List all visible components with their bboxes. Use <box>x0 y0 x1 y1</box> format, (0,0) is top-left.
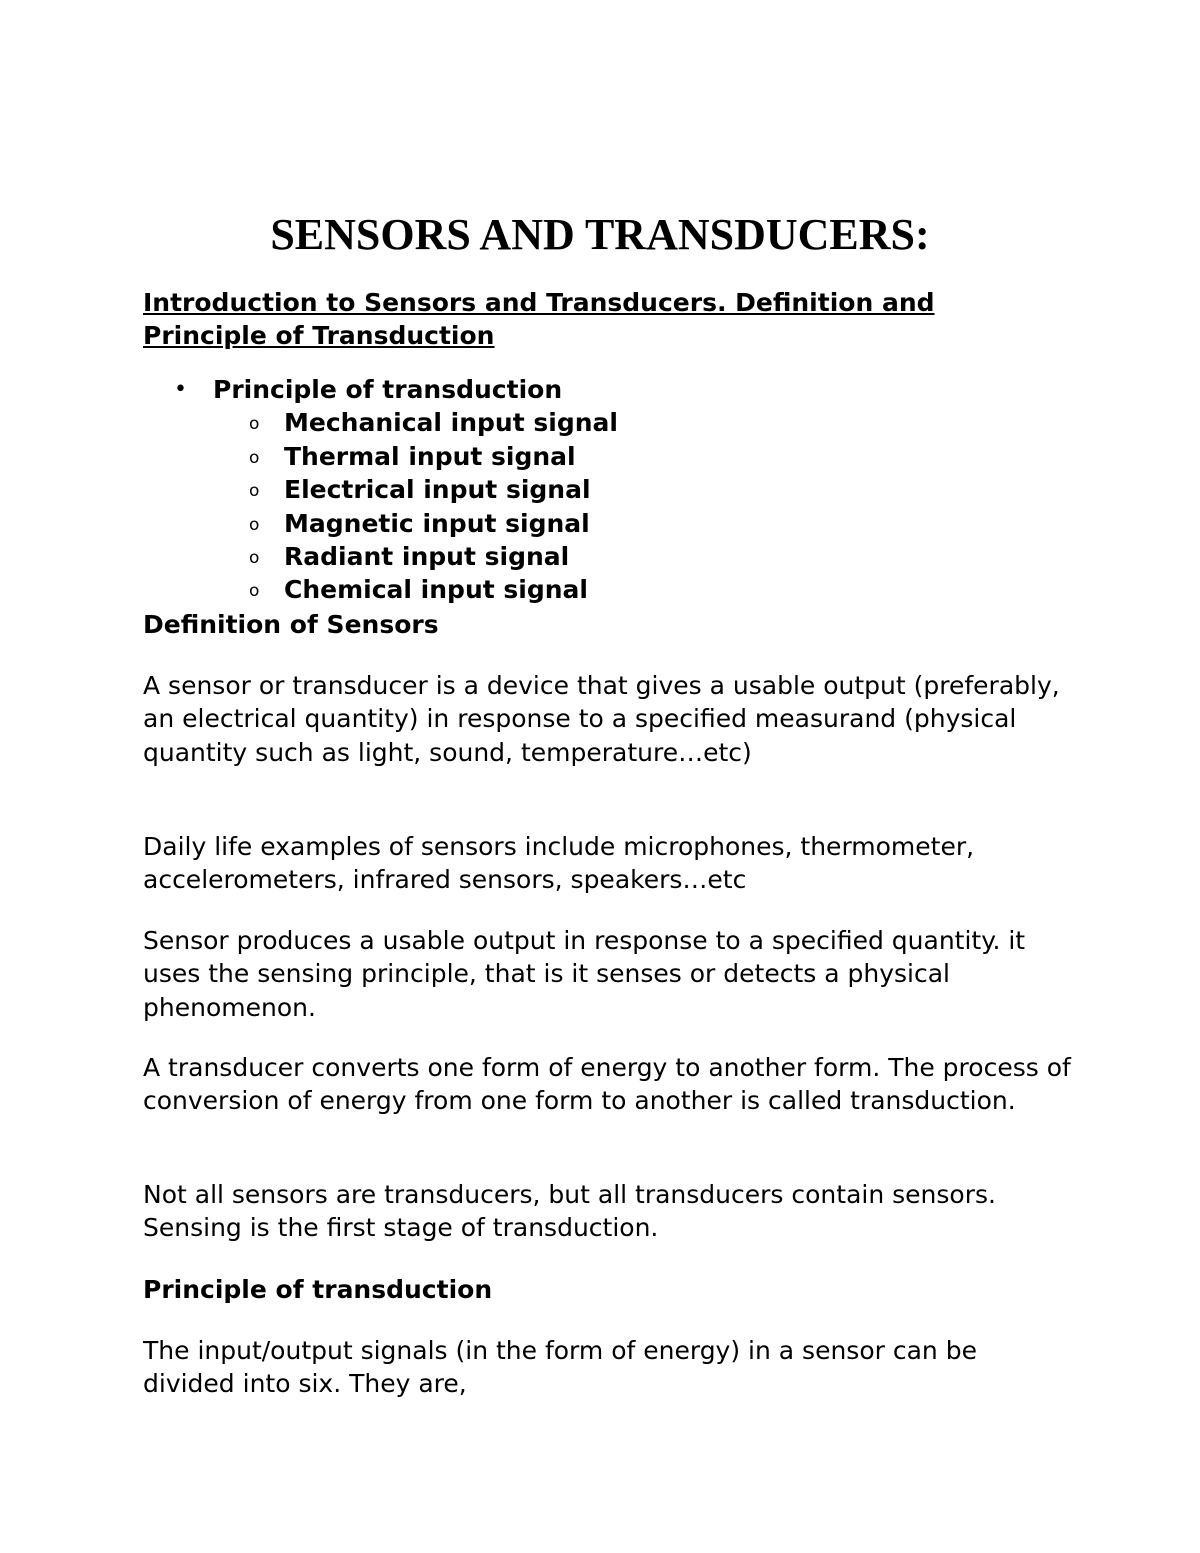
outline-subitem <box>143 406 1093 439</box>
circle-bullet-icon: o <box>249 514 260 535</box>
outline-item <box>143 373 1093 406</box>
outline-subitem-label: Radiant input signal <box>284 542 570 572</box>
paragraph: A transducer converts one form of energy to another form. The process of conversion of energy from one form to another is called transduction. <box>143 1053 1071 1116</box>
outline-subitem-label: Chemical input signal <box>284 575 588 605</box>
outline-list <box>143 373 1093 607</box>
bullet-icon: • <box>174 377 187 402</box>
definition-heading: Definition of Sensors <box>143 610 439 639</box>
outline-item-label: Principle of transduction <box>213 375 563 404</box>
circle-bullet-icon: o <box>249 581 260 602</box>
circle-bullet-icon: o <box>249 481 260 502</box>
outline-subitem <box>143 540 1093 573</box>
document-subtitle: Introduction to Sensors and Transducers. Definition and Principle of Transduction <box>143 288 935 350</box>
outline-subitem <box>143 573 1093 606</box>
outline-subitem <box>143 507 1093 540</box>
paragraph: Not all sensors are transducers, but all transducers contain sensors. Sensing is the first stage of transduction. <box>143 1180 996 1243</box>
circle-bullet-icon: o <box>249 548 260 569</box>
paragraph: Daily life examples of sensors include microphones, thermometer, accelerometers, infrared sensors, speakers…etc <box>143 832 975 895</box>
outline-sublist <box>143 406 1093 606</box>
paragraph: Sensor produces a usable output in response to a specified quantity. it uses the sensing principle, that is it senses or detects a physical phenomenon. <box>143 926 1026 1022</box>
principle-heading: Principle of transduction <box>143 1275 493 1304</box>
circle-bullet-icon: o <box>249 447 260 468</box>
circle-bullet-icon: o <box>249 414 260 435</box>
outline-subitem-label: Thermal input signal <box>284 441 576 471</box>
outline-subitem <box>143 473 1093 506</box>
outline-subitem-label: Electrical input signal <box>284 475 591 505</box>
principle-paragraph: The input/output signals (in the form of energy) in a sensor can be divided into six. They are, <box>143 1336 977 1399</box>
paragraph: A sensor or transducer is a device that gives a usable output (preferably, an electrical quantity) in response to a specified measurand (physical quantity such as light, sound, temperature…etc) <box>143 671 1060 767</box>
outline-subitem-label: Magnetic input signal <box>284 508 590 538</box>
document-title: SENSORS AND TRANSDUCERS: <box>270 210 930 259</box>
outline-subitem-label: Mechanical input signal <box>284 408 618 438</box>
outline-subitem <box>143 440 1093 473</box>
